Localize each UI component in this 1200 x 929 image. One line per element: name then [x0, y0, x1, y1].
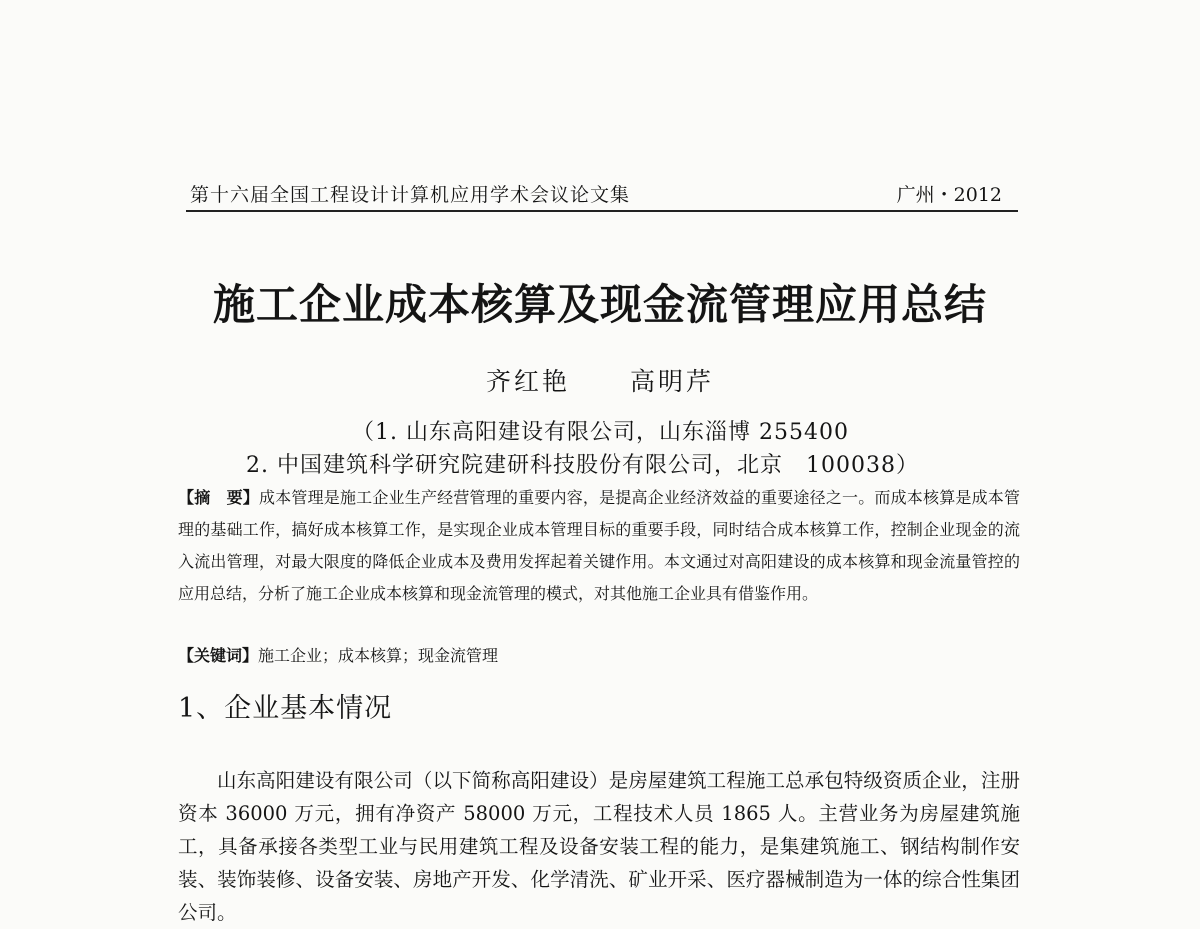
running-header [186, 180, 1018, 212]
author-name: 高明芹 [630, 367, 715, 396]
abstract-label: 【摘 要】 [178, 488, 259, 507]
journal-name: 第十六届全国工程设计计算机应用学术会议论文集 [190, 184, 631, 206]
affiliation-line: （1. 山东高阳建设有限公司，山东淄博 255400 [352, 420, 849, 445]
abstract [178, 482, 1020, 610]
body-paragraph: 山东高阳建设有限公司（以下简称高阳建设）是房屋建筑工程施工总承包特级资质企业，注册资本 36000 万元，拥有净资产 58000 万元，工程技术人员 1865 人。主营业务为房屋建筑施工，具备承接各类型工业与民用建筑工程及设备安装工程的能力，是集建筑施工、钢结构制作安装、装饰装修、设备安装、房地产开发、化学清洗、矿业开采、医疗器械制造为一体的综合性集团公司。 [178, 769, 1020, 924]
section-heading: 1、企业基本情况 [178, 693, 393, 724]
affiliation-line: 2. 中国建筑科学研究院建研科技股份有限公司，北京 100038） [246, 453, 919, 478]
paper-title: 施工企业成本核算及现金流管理应用总结 [212, 280, 987, 329]
author-name: 齐红艳 [485, 367, 570, 396]
keywords [178, 642, 1020, 670]
author-list [0, 362, 1200, 398]
location-year: 广州・2012 [896, 184, 1002, 206]
keywords-label: 【关键词】 [178, 646, 259, 665]
keywords-text: 施工企业；成本核算；现金流管理 [258, 646, 499, 665]
abstract-text: 成本管理是施工企业生产经营管理的重要内容，是提高企业经济效益的重要途径之一。而成本核算是成本管理的基础工作，搞好成本核算工作，是实现企业成本管理目标的重要手段，同时结合成本核算工作，控制企业现金的流入流出管理，对最大限度的降低企业成本及费用发挥起着关键作用。本文通过对高阳建设的成本核算和现金流量管控的应用总结，分析了施工企业成本核算和现金流管理的模式，对其他施工企业具有借鉴作用。 [178, 488, 1020, 603]
